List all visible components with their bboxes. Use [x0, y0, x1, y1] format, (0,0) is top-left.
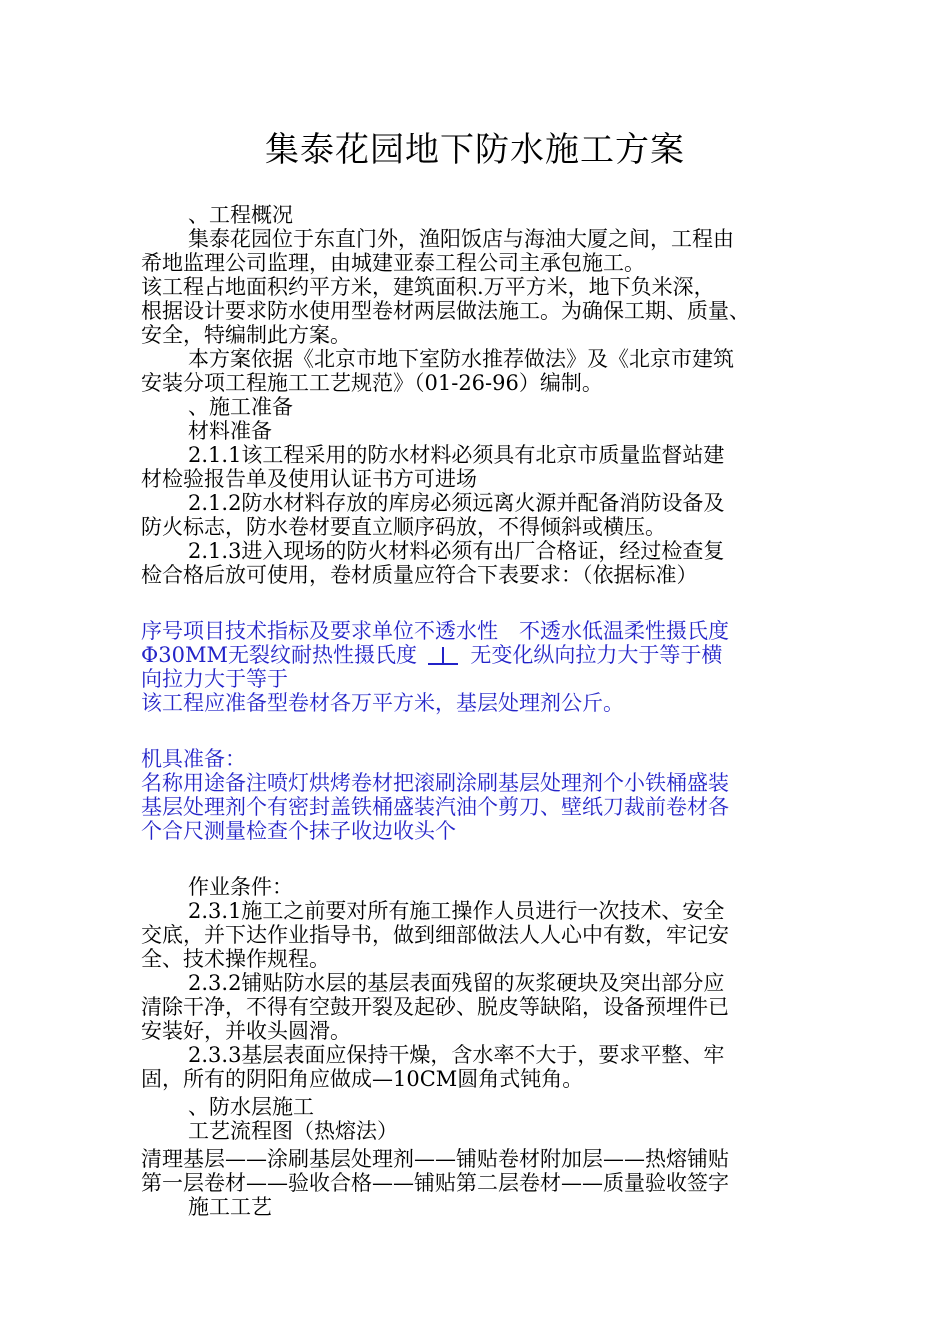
paragraph-line: 2.1.3进入现场的防火材料必须有出厂合格证，经过检查复: [188, 539, 725, 563]
subsection-heading-conditions: 作业条件：: [188, 875, 293, 899]
process-flow-line: 第一层卷材——验收合格——铺贴第二层卷材——质量验收签字: [141, 1171, 729, 1195]
paragraph-line: 清除干净，不得有空鼓开裂及起砂、脱皮等缺陷，设备预埋件已: [141, 995, 729, 1019]
paragraph-line: 集泰花园位于东直门外，渔阳饭店与海油大厦之间，工程由: [188, 227, 734, 251]
process-flow-line: 清理基层——涂刷基层处理剂——铺贴卷材附加层——热熔铺贴: [141, 1147, 729, 1171]
paragraph-line: 2.1.1该工程采用的防水材料必须具有北京市质量监督站建: [188, 443, 725, 467]
paragraph-line: 2.3.1施工之前要对所有施工操作人员进行一次技术、安全: [188, 899, 725, 923]
paragraph-line: 安装好，并收头圆滑。: [141, 1019, 351, 1043]
section-heading-preparation: 、施工准备: [188, 395, 293, 419]
paragraph-line: 安装分项工程施工工艺规范》（01-26-96）编制。: [141, 371, 603, 395]
material-table-line: 向拉力大于等于: [141, 667, 288, 691]
tools-table-line: 基层处理剂个有密封盖铁桶盛装汽油个剪刀、壁纸刀裁前卷材各: [141, 795, 729, 819]
paragraph-line: 交底，并下达作业指导书，做到细部做法人人心中有数，牢记安: [141, 923, 729, 947]
tools-table-line: 名称用途备注喷灯烘烤卷材把滚刷涂刷基层处理剂个小铁桶盛装: [141, 771, 729, 795]
document-title: 集泰花园地下防水施工方案: [265, 130, 685, 170]
paragraph-line: 根据设计要求防水使用型卷材两层做法施工。为确保工期、质量、: [141, 299, 750, 323]
subsection-heading-flow: 工艺流程图（热熔法）: [188, 1119, 398, 1143]
material-table-cell: 无变化纵向拉力大于等于横: [470, 643, 723, 667]
paragraph-line: 安全，特编制此方案。: [141, 323, 351, 347]
paragraph-line: 希地监理公司监理，由城建亚泰工程公司主承包施工。: [141, 251, 645, 275]
material-table-line: 序号项目技术指标及要求单位不透水性 不透水低温柔性摄氏度: [141, 619, 729, 643]
paragraph-line: 2.3.3基层表面应保持干燥，含水率不大于，要求平整、牢: [188, 1043, 725, 1067]
subsection-heading-materials: 材料准备: [188, 419, 272, 443]
paragraph-line: 2.1.2防水材料存放的库房必须远离火源并配备消防设备及: [188, 491, 725, 515]
material-quantity-line: 该工程应准备型卷材各万平方米，基层处理剂公斤。: [141, 691, 624, 715]
tools-heading: 机具准备：: [141, 747, 246, 771]
paragraph-line: 2.3.2铺贴防水层的基层表面残留的灰浆硬块及突出部分应: [188, 971, 725, 995]
perpendicular-symbol-icon: [424, 647, 464, 667]
tools-table-line: 个合尺测量检查个抹子收边收头个: [141, 819, 456, 843]
paragraph-line: 全、技术操作规程。: [141, 947, 330, 971]
subsection-heading-process: 施工工艺: [188, 1195, 272, 1219]
paragraph-line: 材检验报告单及使用认证书方可进场: [141, 467, 477, 491]
paragraph-line: 固，所有的阴阳角应做成—10CM圆角式钝角。: [141, 1067, 584, 1091]
section-heading-waterproofing: 、防水层施工: [188, 1095, 314, 1119]
section-heading-overview: 、工程概况: [188, 203, 293, 227]
material-table-line: [141, 642, 722, 668]
paragraph-line: 本方案依据《北京市地下室防水推荐做法》及《北京市建筑: [188, 347, 734, 371]
paragraph-line: 检合格后放可使用，卷材质量应符合下表要求：（依据标准）: [141, 563, 698, 587]
paragraph-line: 该工程占地面积约平方米，建筑面积.万平方米，地下负米深，: [141, 275, 715, 299]
paragraph-line: 防火标志，防水卷材要直立顺序码放，不得倾斜或横压。: [141, 515, 666, 539]
material-table-cell: Φ30MM无裂纹耐热性摄氏度: [141, 643, 417, 667]
